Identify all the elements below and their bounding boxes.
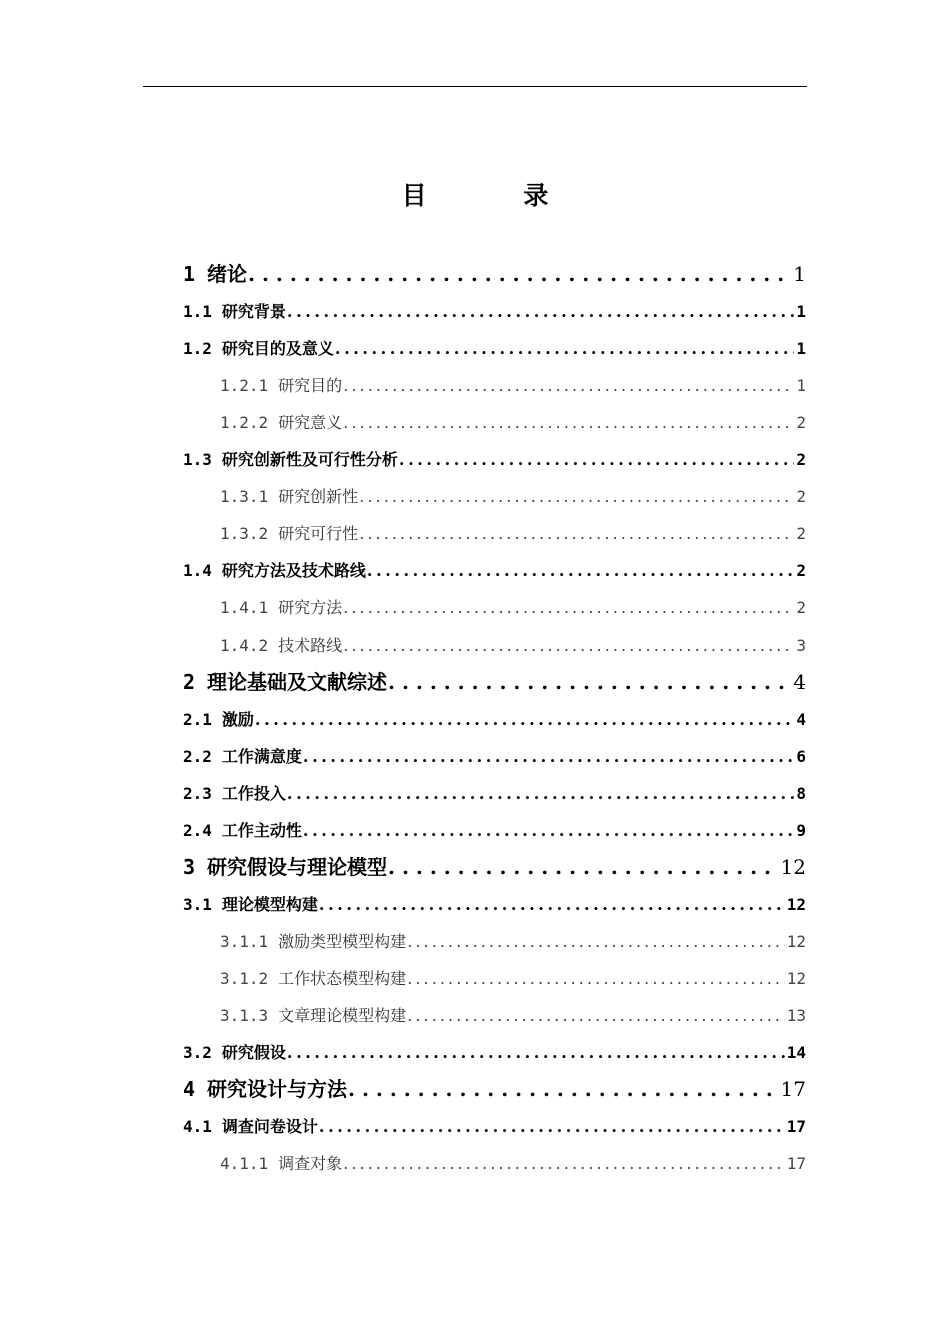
dot-leader [343, 376, 794, 395]
toc-entry-label: 理论模型构建 [221, 894, 318, 914]
toc-entry-label: 研究创新性及可行性分析 [221, 450, 398, 470]
toc-entry-page: 2 [796, 598, 806, 618]
toc-entry-1-1[interactable] [183, 299, 806, 322]
dot-leader [248, 262, 791, 286]
toc-entry-page: 9 [796, 820, 806, 840]
toc-entry-3-1[interactable] [183, 892, 806, 915]
toc-entry-label: 激励类型模型构建 [278, 931, 407, 951]
toc-entry-number: 3 [183, 854, 196, 879]
dot-leader [407, 969, 785, 988]
toc-entry-label: 研究方法 [278, 598, 343, 618]
toc-entry-label: 研究假设 [221, 1043, 286, 1063]
toc-entry-page: 4 [793, 669, 806, 694]
toc-entry-number: 1.3.1 [220, 487, 269, 507]
toc-entry-page: 3 [796, 635, 806, 655]
toc-entry-3-1-1[interactable] [220, 929, 806, 952]
toc-entry-number: 1.2.2 [220, 413, 269, 433]
dot-leader [303, 747, 794, 766]
toc-entry-2-1[interactable] [183, 707, 806, 730]
toc-entry-label: 工作状态模型构建 [278, 968, 407, 988]
toc-entry-1-3-1[interactable] [220, 484, 806, 507]
dot-leader [287, 302, 794, 321]
toc-entry-1-2-2[interactable] [220, 410, 806, 433]
dot-leader [388, 670, 791, 694]
toc-entry-2-3[interactable] [183, 781, 806, 804]
toc-entry-number: 4.1.1 [220, 1154, 269, 1174]
dot-leader [343, 598, 794, 617]
toc-entry-label: 调查对象 [278, 1154, 343, 1174]
toc-entry-1-3[interactable] [183, 447, 806, 470]
dot-leader [255, 710, 794, 729]
toc-entry-label: 文章理论模型构建 [278, 1006, 407, 1025]
toc-entry-label: 研究意义 [278, 413, 343, 433]
toc-entry-label: 工作主动性 [221, 820, 302, 840]
toc-entry-label: 研究假设与理论模型 [207, 854, 388, 879]
toc-entry-label: 研究创新性 [278, 487, 359, 507]
toc-entry-1-3-2[interactable] [220, 521, 806, 544]
toc-entry-label: 研究可行性 [278, 524, 359, 544]
toc-entry-page: 6 [796, 746, 806, 766]
toc-entry-page: 2 [796, 524, 806, 544]
toc-entry-number: 3.1.3 [220, 1006, 269, 1025]
dot-leader [335, 339, 794, 358]
dot-leader [319, 895, 785, 914]
toc-entry-1-4[interactable] [183, 558, 806, 581]
toc-entry-page: 4 [796, 709, 806, 729]
toc-entry-3-1-2[interactable] [220, 966, 806, 989]
toc-entry-page: 17 [786, 1117, 806, 1137]
toc-entry-1-4-2[interactable] [220, 633, 806, 656]
toc-entry-label: 绪论 [207, 262, 248, 286]
toc-entry-label: 研究目的及意义 [221, 339, 334, 359]
toc-entry-page: 13 [786, 1006, 806, 1025]
toc-entry-number: 4.1 [183, 1117, 212, 1137]
toc-entry-number: 1.4.2 [220, 635, 269, 655]
toc-entry-page: 8 [796, 783, 806, 803]
toc-entry-number: 3.1.2 [220, 968, 269, 988]
toc-entry-page: 1 [793, 262, 806, 286]
toc-title: 目 录 [401, 181, 593, 210]
toc-entry-number: 3.2 [183, 1043, 212, 1063]
dot-leader [348, 1077, 779, 1101]
toc-entry-label: 激励 [221, 709, 254, 729]
dot-leader [287, 784, 794, 803]
toc-entry-number: 2 [183, 669, 196, 694]
toc-entry-page: 1 [796, 376, 806, 396]
dot-leader [343, 1154, 785, 1173]
toc-entry-1-4-1[interactable] [220, 595, 806, 618]
toc-entry-page: 1 [796, 339, 806, 359]
toc-entry-page: 17 [780, 1077, 806, 1102]
toc-entry-3-2[interactable] [183, 1040, 806, 1063]
toc-entry-page: 12 [786, 968, 806, 988]
toc-entry-page: 2 [796, 413, 806, 433]
dot-leader [303, 821, 794, 840]
dot-leader [343, 413, 794, 432]
toc-entry-number: 4 [183, 1077, 196, 1102]
toc-entry-2-4[interactable] [183, 818, 806, 841]
toc-entry-label: 调查问卷设计 [221, 1117, 318, 1137]
toc-entry-label: 研究设计与方法 [207, 1077, 348, 1102]
toc-entry-3-1-3[interactable] [220, 1003, 806, 1026]
toc-entry-4[interactable] [183, 1073, 806, 1102]
toc-entry-page: 2 [796, 487, 806, 507]
toc-entry-page: 12 [786, 931, 806, 951]
toc-entry-number: 2.2 [183, 746, 212, 766]
toc-entry-number: 1.2.1 [220, 376, 269, 396]
toc-entry-page: 12 [786, 894, 806, 914]
toc-entry-4-1[interactable] [183, 1114, 806, 1137]
dot-leader [407, 932, 785, 951]
toc-entry-number: 1.4.1 [220, 598, 269, 618]
toc-entry-2-2[interactable] [183, 744, 806, 767]
toc-entry-number: 1 [183, 262, 196, 286]
toc-entry-label: 工作满意度 [221, 746, 302, 766]
toc-entry-number: 2.1 [183, 709, 212, 729]
toc-entry-2[interactable] [183, 666, 806, 695]
toc-entry-label: 理论基础及文献综述 [207, 669, 388, 694]
dot-leader [388, 855, 779, 879]
dot-leader [359, 487, 794, 506]
toc-entry-number: 2.4 [183, 820, 212, 840]
toc-entry-number: 1.3 [183, 450, 212, 470]
dot-leader [359, 524, 794, 543]
toc-entry-page: 14 [786, 1043, 806, 1063]
toc-entry-number: 1.3.2 [220, 524, 269, 544]
toc-entry-1-2[interactable] [183, 336, 806, 359]
toc-entry-page: 2 [796, 450, 806, 470]
dot-leader [343, 636, 794, 655]
toc-entry-label: 技术路线 [278, 635, 343, 655]
dot-leader [287, 1043, 785, 1062]
toc-entry-page: 2 [796, 561, 806, 581]
toc-entry-label: 研究方法及技术路线 [221, 561, 366, 581]
dot-leader [319, 1117, 785, 1136]
toc-entry-3[interactable] [183, 851, 806, 880]
toc-entry-page: 17 [786, 1154, 806, 1174]
toc-entry-number: 1.2 [183, 339, 212, 359]
toc-entry-1[interactable] [183, 258, 806, 287]
toc-entry-number: 3.1 [183, 894, 212, 914]
dot-leader [407, 1006, 785, 1025]
dot-leader [399, 450, 794, 469]
toc-entry-label: 工作投入 [221, 783, 286, 803]
toc-entry-number: 3.1.1 [220, 931, 269, 951]
dot-leader [367, 561, 794, 580]
toc-entry-1-2-1[interactable] [220, 373, 806, 396]
toc-entry-4-1-1[interactable] [220, 1151, 806, 1174]
toc-entry-label: 研究目的 [278, 376, 343, 396]
toc-entry-number: 1.4 [183, 561, 212, 581]
toc-entry-number: 1.1 [183, 302, 212, 322]
toc-entry-label: 研究背景 [221, 302, 286, 322]
toc-entry-number: 2.3 [183, 783, 212, 803]
toc-entry-page: 12 [780, 854, 806, 879]
toc-entry-page: 1 [796, 302, 806, 322]
